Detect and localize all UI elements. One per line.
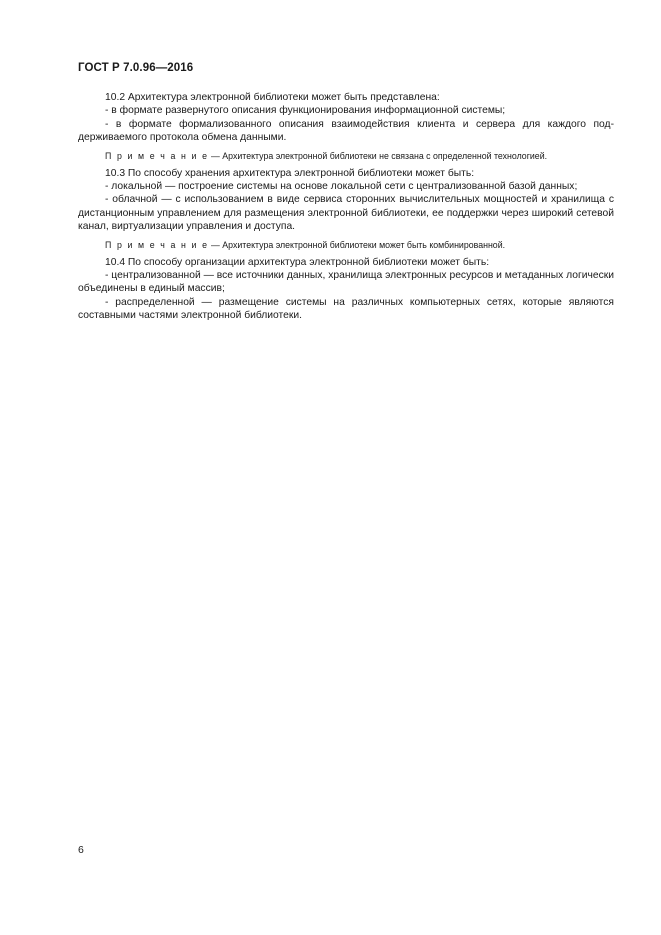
section-10-3-note [78, 239, 614, 251]
note-label: П р и м е ч а н и е [105, 239, 209, 250]
section-10-2-intro: 10.2 Архитектура электронной библиотеки может быть представлена: [105, 92, 440, 103]
section-10-3-intro: 10.3 По способу хранения архитектура электронной библиотеки может быть: [105, 167, 475, 179]
section-10-4-item-2: - распределенной — размещение системы на различных компьютерных сетях, которые являются составными частями электронной библиотеки. [78, 296, 614, 322]
section-10-3-item-1: - локальной — построение системы на основе локальной сети с централизованной базой данных; [105, 181, 578, 193]
document-header-title: ГОСТ Р 7.0.96—2016 [78, 62, 194, 74]
note-label: П р и м е ч а н и е [105, 150, 209, 161]
section-10-2-note [78, 150, 614, 162]
section-10-3-item-2: - облачной — с использованием в виде сервиса сторонних вычислительных мощностей и хранилища с дистанционным управлением для размещения электронной библиотеки, ее поддержки через широкий сетевой канал, виртуализации управления и доступа. [78, 194, 614, 233]
section-10-4-intro: 10.4 По способу организации архитектура электронной библиотеки может быть: [105, 256, 490, 268]
page-number: 6 [78, 844, 84, 856]
document-body [78, 91, 614, 323]
section-10-2-item-1: - в формате развернутого описания функционирования информационной системы; [105, 105, 506, 117]
note-text: — Архитектура электронной библиотеки не связана с определенной технологией. [208, 150, 548, 161]
section-10-4-item-1: - централизованной — все источники данных, хранилища электронных ресурсов и метаданных логически объединены в единый массив; [78, 270, 614, 295]
section-10-2-item-2: - в формате формализованного описания взаимодействия клиента и сервера для каждого поддерживаемого протокола обмена данными. [78, 118, 614, 144]
note-text: — Архитектура электронной библиотеки может быть комбинированной. [208, 239, 506, 250]
